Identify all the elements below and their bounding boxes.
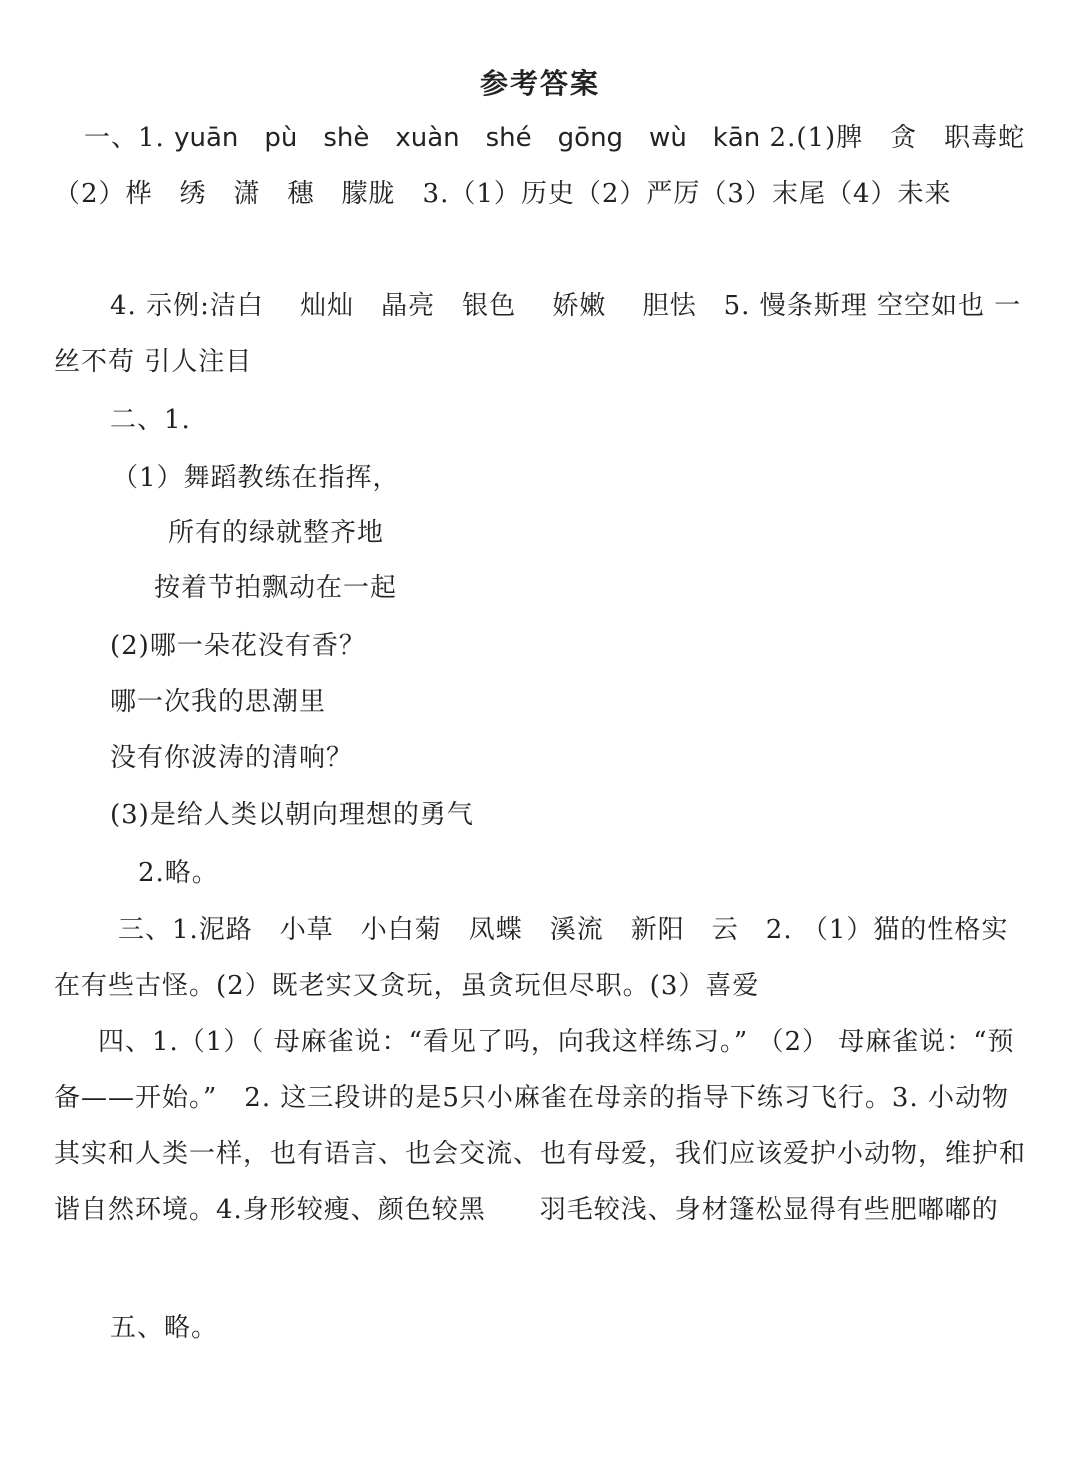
poem-line-2: 所有的绿就整齐地: [168, 518, 385, 548]
section-one: [54, 110, 1030, 222]
section-two-heading: 二、1.: [110, 405, 191, 435]
poem-line-1: （1）舞蹈教练在指挥，: [112, 463, 400, 493]
poem-line-5: 哪一次我的思潮里: [110, 687, 327, 717]
poem-line-7: (3)是给人类以朝向理想的勇气: [110, 800, 474, 830]
section-five: 五、略。: [110, 1313, 219, 1343]
section-four: 四、1.（1）（ 母麻雀说：“看见了吗，向我这样练习。” （2） 母麻雀说：“预备——开始。” 2. 这三段讲的是5只小麻雀在母亲的指导下练习飞行。3. 小动物其实和人类一样，也有语言、也会交流、也有母爱，我们应该爱护小动物，维护和谐自然环境。4.身形较瘦、颜色较黑 羽毛较浅、身材篷松显得有些肥嘟嘟的: [54, 1027, 1027, 1225]
section-one-pinyin: yuān pù shè xuàn shé gōng wù kān: [174, 123, 761, 153]
section-one-prefix: 一、1.: [84, 123, 165, 153]
section-two-item-2: 2.略。: [138, 858, 219, 888]
page-title: 参考答案: [479, 67, 600, 100]
section-three: 三、1.泥路 小草 小白菊 凤蝶 溪流 新阳 云 2. （1）猫的性格实在有些古怪。(2）既老实又贪玩，虽贪玩但尽职。(3）喜爱: [54, 915, 1009, 1001]
poem-line-6: 没有你波涛的清响？: [110, 743, 354, 773]
section-one-rest: 2.(1)脾 贪 职毒蛇（2）桦 绣 潇 穗 朦胧 3.（1）历史（2）严厉（3）末尾（4）未来: [54, 123, 1026, 209]
poem-line-4: (2)哪一朵花没有香？: [110, 631, 366, 661]
poem-line-3: 按着节拍飘动在一起: [154, 573, 398, 603]
section-one-item-4: 4. 示例:洁白 灿灿 晶亮 银色 娇嫩 胆怯 5. 慢条斯理 空空如也 一丝不苟 引人注目: [54, 291, 1022, 377]
